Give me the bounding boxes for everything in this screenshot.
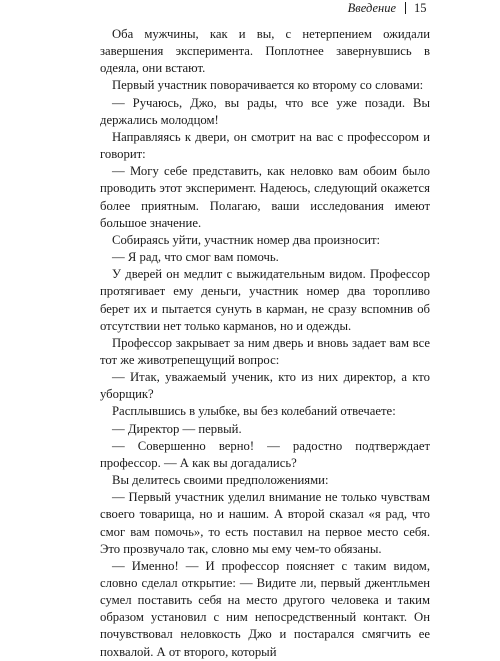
paragraph: — Могу себе представить, как неловко вам обоим было проводить этот эксперимент. Надеюсь, следующий окажется более приятным. Полагаю, ваши исследования имеют большое значение. xyxy=(100,164,430,230)
paragraph: Оба мужчины, как и вы, с нетерпением ожидали завершения эксперимента. Поплотнее завернувшись в одеяла, они встают. xyxy=(100,27,430,76)
paragraph: У дверей он медлит с выжидательным видом. Профессор протягивает ему деньги, участник номер два торопливо берет их и пытается сунуть в карман, не сразу вспомнив об отсутствии нет только карманов, но и одежды. xyxy=(100,267,430,333)
paragraph: — Ручаюсь, Джо, вы рады, что все уже позади. Вы держались молодцом! xyxy=(100,95,430,127)
page-number: 15 xyxy=(414,1,427,15)
paragraph: Направляясь к двери, он смотрит на вас с профессором и говорит: xyxy=(100,129,430,162)
paragraph: Собираясь уйти, участник номер два произносит: xyxy=(112,232,381,247)
paragraph: Первый участник поворачивается ко второму со словами: xyxy=(112,78,424,93)
paragraph: — Первый участник уделил внимание не только чувствам своего товарища, но и нашим. А второй сказал «я рад, что смог вам помочь», то есть поставил на первое место себя. Это прозвучало так, словно мы ему чем-то обязаны. xyxy=(100,490,430,556)
paragraph: — Директор — первый. xyxy=(112,421,242,436)
paragraph: Вы делитесь своими предположениями: xyxy=(112,473,329,488)
paragraph: — Итак, уважаемый ученик, кто из них директор, а кто уборщик? xyxy=(100,370,430,402)
running-header xyxy=(0,0,500,16)
section-title: Введение xyxy=(347,1,396,15)
body-text xyxy=(100,26,430,661)
header-divider xyxy=(405,2,406,14)
paragraph: — Совершенно верно! — радостно подтверждает профессор. — А как вы догадались? xyxy=(100,438,430,470)
paragraph: Расплывшись в улыбке, вы без колебаний отвечаете: xyxy=(112,404,396,419)
paragraph: — Я рад, что смог вам помочь. xyxy=(112,250,279,265)
paragraph: Профессор закрывает за ним дверь и вновь задает вам все тот же животрепещущий вопрос: xyxy=(100,335,430,367)
paragraph: — Именно! — И профессор поясняет с таким видом, словно сделал открытие: — Видите ли, первый джентльмен сумел поставить себя на место другого человека и таким образом установил с ним непосредственный контакт. Он почувствовал неловкость Джо и постарался смягчить ее похвалой. А от второго, который xyxy=(100,558,430,659)
